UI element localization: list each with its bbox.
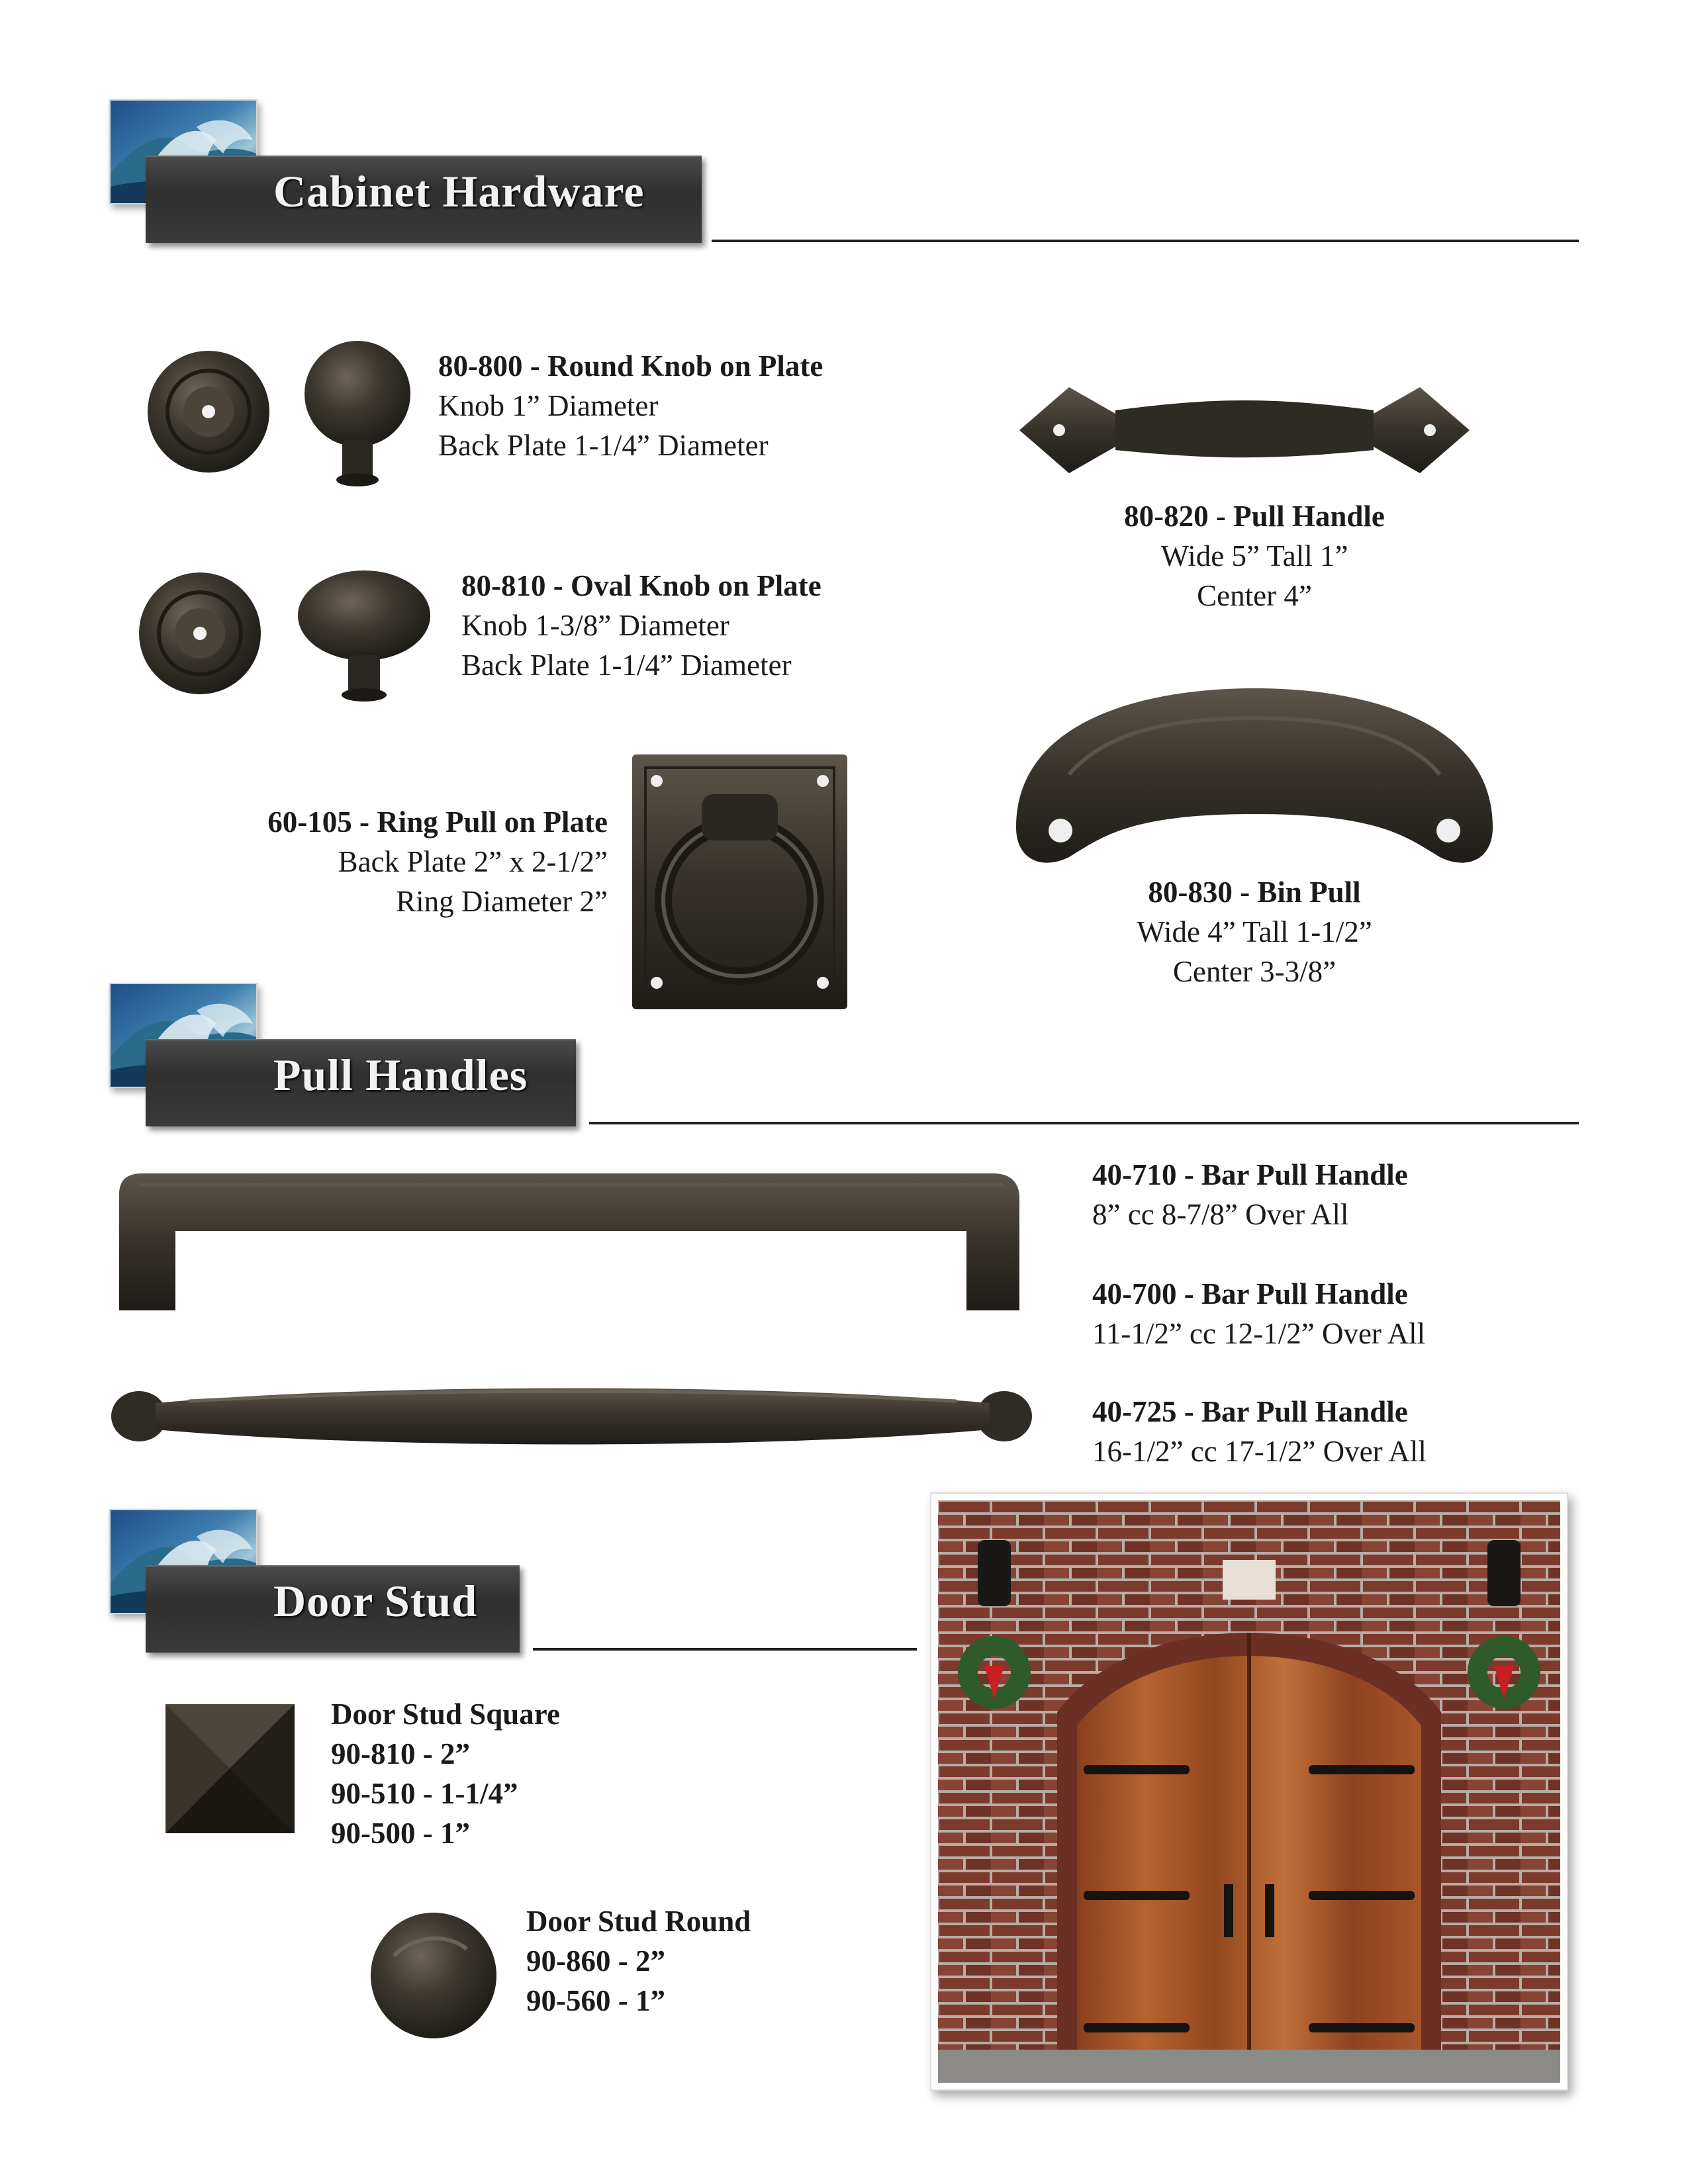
- bin-pull-image: [1009, 682, 1499, 870]
- product-spec: Wide 4” Tall 1-1/2”: [1137, 915, 1372, 948]
- product-title: 80-820 - Pull Handle: [1124, 500, 1385, 533]
- product-title: 80-830 - Bin Pull: [1148, 876, 1361, 909]
- product-80-810-text: [461, 566, 821, 685]
- round-knob-image: [301, 338, 414, 490]
- product-spec: Ring Diameter 2”: [396, 885, 608, 918]
- product-spec: 16-1/2” cc 17-1/2” Over All: [1092, 1435, 1427, 1468]
- product-40-710-text: [1092, 1155, 1408, 1234]
- product-80-800-text: [438, 346, 823, 465]
- round-back-plate-image: [136, 569, 265, 698]
- product-40-725-text: [1092, 1392, 1427, 1471]
- pull-handle-image: [1016, 381, 1473, 480]
- product-spec: Wide 5” Tall 1”: [1160, 539, 1348, 572]
- door-stud-square-text: [331, 1694, 560, 1853]
- product-spec: Center 3-3/8”: [1172, 955, 1336, 988]
- product-80-830-text: [1056, 872, 1453, 991]
- round-back-plate-image: [144, 347, 273, 477]
- product-title: 60-105 - Ring Pull on Plate: [267, 805, 608, 839]
- product-title: Door Stud Square: [331, 1698, 560, 1731]
- product-size: 90-510 - 1-1/4”: [331, 1777, 518, 1810]
- oval-knob-image: [291, 559, 437, 711]
- section-title: Pull Handles: [273, 1050, 528, 1100]
- section-divider: [589, 1122, 1579, 1124]
- bar-pull-handle-image: [113, 1168, 1026, 1320]
- product-title: 40-725 - Bar Pull Handle: [1092, 1395, 1408, 1428]
- section-title: Cabinet Hardware: [273, 166, 645, 216]
- product-title: Door Stud Round: [526, 1905, 751, 1938]
- product-title: 40-700 - Bar Pull Handle: [1092, 1277, 1408, 1310]
- ring-pull-plate-image: [629, 751, 851, 1013]
- section-pull-handles-header: [109, 983, 586, 1128]
- section-door-stud-header: [109, 1509, 533, 1655]
- door-stud-round-image: [367, 1909, 500, 2042]
- product-size: 90-810 - 2”: [331, 1737, 470, 1770]
- product-title: 80-810 - Oval Knob on Plate: [461, 569, 821, 602]
- product-spec: Back Plate 1-1/4” Diameter: [461, 649, 792, 682]
- product-size: 90-860 - 2”: [526, 1944, 665, 1978]
- wooden-door-photo: [930, 1492, 1568, 2091]
- product-60-105-text: [185, 802, 608, 921]
- product-title: 40-710 - Bar Pull Handle: [1092, 1158, 1408, 1191]
- product-spec: Knob 1” Diameter: [438, 389, 659, 422]
- door-stud-square-image: [162, 1701, 298, 1837]
- bar-pull-handle-image: [109, 1373, 1036, 1459]
- product-spec: 11-1/2” cc 12-1/2” Over All: [1092, 1317, 1426, 1350]
- product-spec: Knob 1-3/8” Diameter: [461, 609, 729, 642]
- product-spec: 8” cc 8-7/8” Over All: [1092, 1198, 1349, 1231]
- product-80-820-text: [1056, 496, 1453, 615]
- product-size: 90-560 - 1”: [526, 1984, 665, 2017]
- product-spec: Back Plate 1-1/4” Diameter: [438, 429, 769, 462]
- section-divider: [712, 240, 1579, 242]
- section-divider: [533, 1648, 917, 1651]
- section-title: Door Stud: [273, 1576, 478, 1626]
- product-title: 80-800 - Round Knob on Plate: [438, 349, 823, 383]
- product-spec: Center 4”: [1197, 579, 1312, 612]
- section-cabinet-hardware-header: [109, 99, 705, 245]
- product-size: 90-500 - 1”: [331, 1817, 470, 1850]
- product-spec: Back Plate 2” x 2-1/2”: [338, 845, 608, 878]
- door-stud-round-text: [526, 1901, 751, 2021]
- product-40-700-text: [1092, 1274, 1425, 1353]
